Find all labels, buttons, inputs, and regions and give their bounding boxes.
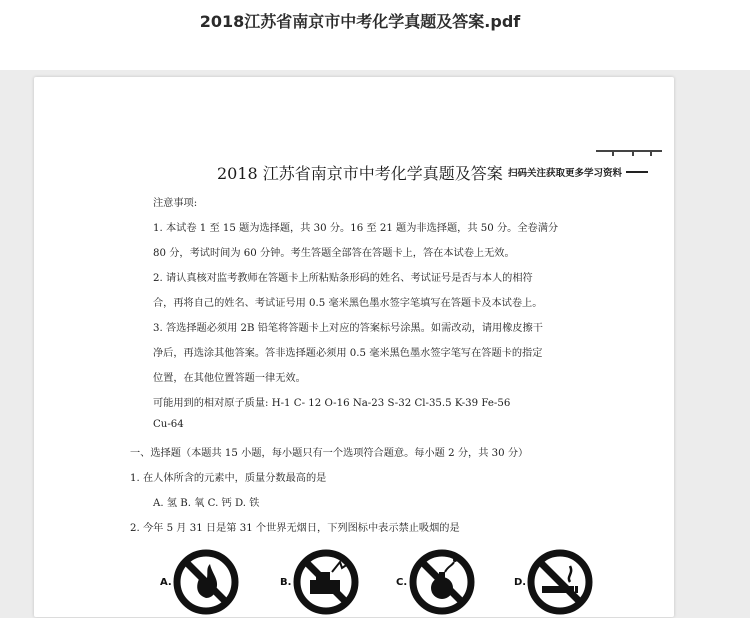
question-1-options: A. 氢 B. 氧 C. 钙 D. 铁: [153, 498, 260, 509]
atomic-mass-line: 可能用到的相对原子质量: H-1 C- 12 O-16 Na-23 S-32 Cl-35.5 K-39 Fe-56: [153, 398, 511, 409]
file-title: 2018江苏省南京市中考化学真题及答案.pdf: [199, 12, 521, 31]
question-2-icon-options: [34, 548, 674, 618]
document-title: 2018 江苏省南京市中考化学真题及答案: [217, 164, 503, 183]
option-a: [160, 548, 240, 618]
pdf-page: [34, 77, 674, 617]
notice-line: 净后，再选涂其他答案。答非选择题必须用 0.5 毫米黑色墨水签字笔写在答题卡的指定: [153, 348, 543, 359]
option-letter: A.: [160, 577, 172, 588]
viewer-toolbar: [0, 0, 750, 70]
question-1: 1. 在人体所含的元素中，质量分数最高的是: [130, 473, 327, 484]
watermark-dash: [626, 171, 648, 173]
scan-crop-mark: [596, 150, 662, 158]
no-open-flame-icon: [172, 548, 240, 616]
notice-line: 80 分，考试时间为 60 分钟。考生答题全部答在答题卡上，答在本试卷上无效。: [153, 248, 515, 259]
notice-line: 1. 本试卷 1 至 15 题为选择题，共 30 分。16 至 21 题为非选择题，共 50 分。全卷满分: [153, 223, 559, 234]
option-letter: C.: [396, 577, 408, 588]
question-2: 2. 今年 5 月 31 日是第 31 个世界无烟日，下列图标中表示禁止吸烟的是: [130, 523, 460, 534]
option-d: [514, 548, 594, 618]
watermark: [508, 165, 648, 179]
notice-line: 合，再将自己的姓名、考试证号用 0.5 毫米黑色墨水签字笔填写在答题卡及本试卷上。: [153, 298, 543, 309]
option-letter: D.: [514, 577, 527, 588]
notice-line: 2. 请认真核对监考教师在答题卡上所粘贴条形码的姓名、考试证号是否与本人的相符: [153, 273, 533, 284]
no-explosives-icon: [408, 548, 476, 616]
section-heading: 一、选择题（本题共 15 小题，每小题只有一个选项符合题意。每小题 2 分，共 30 分）: [130, 448, 529, 459]
no-fireworks-icon: [292, 548, 360, 616]
option-c: [396, 548, 476, 618]
option-b: [280, 548, 360, 618]
watermark-text: 扫码关注获取更多学习资料: [508, 168, 623, 179]
option-letter: B.: [280, 577, 292, 588]
notice-line: 位置，在其他位置答题一律无效。: [153, 373, 306, 384]
notice-line: 3. 答选择题必须用 2B 铅笔将答题卡上对应的答案标号涂黑。如需改动，请用橡皮擦干: [153, 323, 543, 334]
atomic-mass-line: Cu-64: [153, 419, 184, 430]
notice-heading: 注意事项:: [153, 198, 198, 209]
no-smoking-icon: [526, 548, 594, 616]
